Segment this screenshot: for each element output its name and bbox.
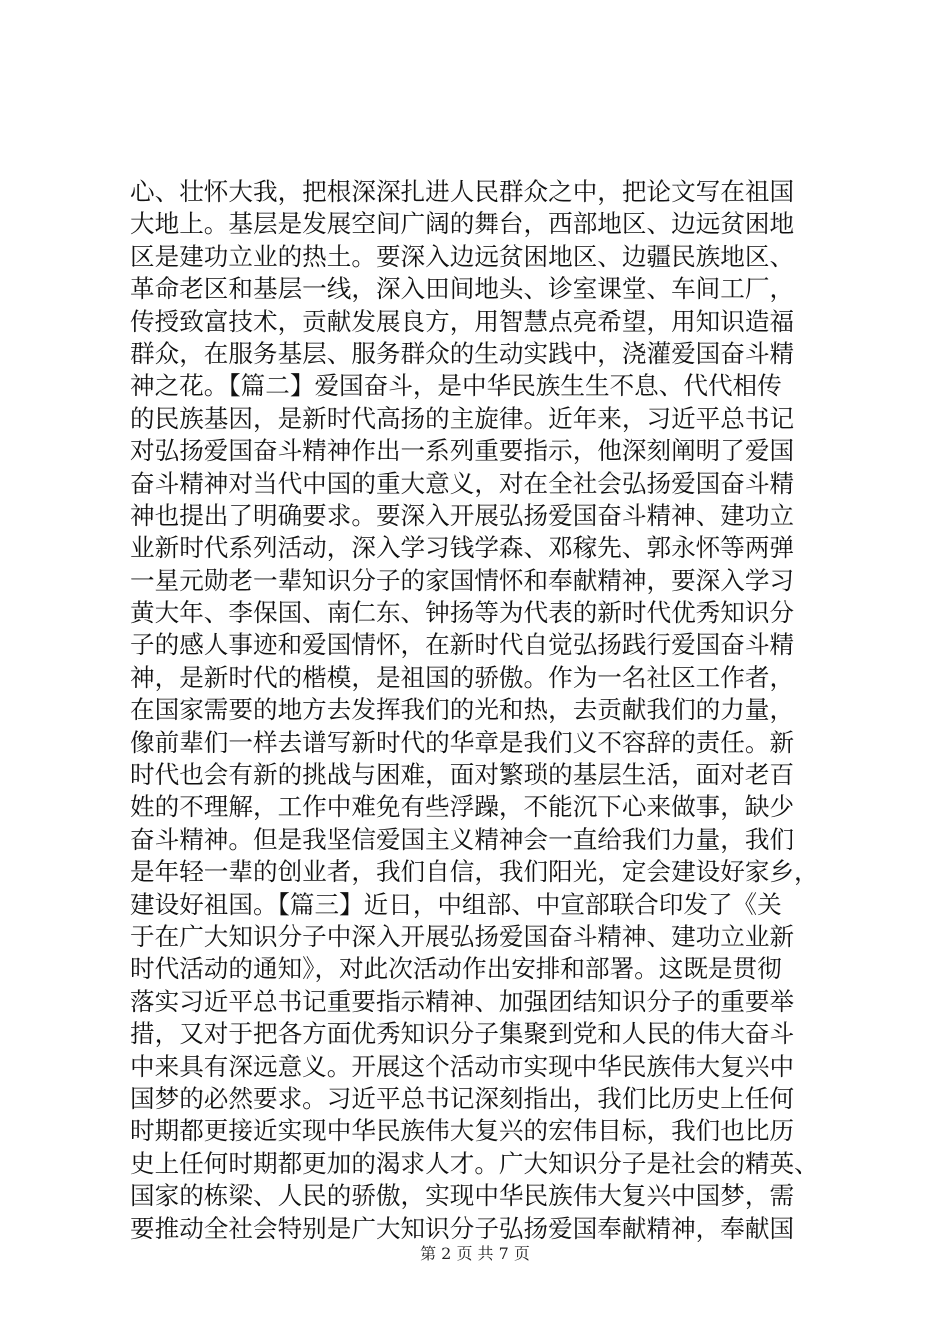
text-line: 区是建功立业的热土。要深入边远贫困地区、边疆民族地区、 (130, 241, 795, 271)
text-line: 神也提出了明确要求。要深入开展弘扬爱国奋斗精神、建功立 (130, 500, 795, 530)
text-line: 神之花。【篇二】爱国奋斗，是中华民族生生不息、代代相传 (130, 371, 782, 401)
text-line: 对弘扬爱国奋斗精神作出一系列重要指示，他深刻阐明了爱国 (130, 436, 795, 466)
text-line: 国梦的必然要求。习近平总书记深刻指出，我们比历史上任何 (130, 1083, 795, 1113)
text-line: 要推动全社会特别是广大知识分子弘扬爱国奉献精神，奉献国 (130, 1213, 795, 1243)
text-line: 像前辈们一样去谱写新时代的华章是我们义不容辞的责任。新 (130, 727, 795, 757)
text-line: 中来具有深远意义。开展这个活动市实现中华民族伟大复兴中 (130, 1051, 795, 1081)
text-line: 神，是新时代的楷模，是祖国的骄傲。作为一名社区工作者， (130, 662, 795, 692)
text-line: 国家的栋梁、人民的骄傲，实现中华民族伟大复兴中国梦，需 (130, 1181, 795, 1211)
text-line: 奋斗精神对当代中国的重大意义，对在全社会弘扬爱国奋斗精 (130, 468, 795, 498)
text-line: 心、壮怀大我，把根深深扎进人民群众之中，把论文写在祖国 (130, 177, 795, 206)
text-line: 黄大年、李保国、南仁东、钟扬等为代表的新时代优秀知识分 (130, 598, 795, 628)
text-line: 子的感人事迹和爱国情怀，在新时代自觉弘扬践行爱国奋斗精 (130, 630, 795, 660)
body-text (130, 176, 830, 1245)
text-line: 的民族基因，是新时代高扬的主旋律。近年来，习近平总书记 (130, 403, 795, 433)
text-line: 传授致富技术，贡献发展良方，用智慧点亮希望，用知识造福 (130, 306, 795, 336)
text-line: 于在广大知识分子中深入开展弘扬爱国奋斗精神、建功立业新 (130, 921, 795, 951)
text-line: 落实习近平总书记重要指示精神、加强团结知识分子的重要举 (130, 986, 795, 1016)
text-line: 在国家需要的地方去发挥我们的光和热，去贡献我们的力量， (130, 695, 795, 725)
text-line: 时代也会有新的挑战与困难，面对繁琐的基层生活，面对老百 (130, 760, 795, 790)
text-line: 时代活动的通知》，对此次活动作出安排和部署。这既是贯彻 (130, 954, 782, 984)
text-line: 群众，在服务基层、服务群众的生动实践中，浇灌爱国奋斗精 (130, 338, 795, 368)
text-line: 史上任何时期都更加的渴求人才。广大知识分子是社会的精英、 (130, 1148, 819, 1178)
text-line: 姓的不理解，工作中难免有些浮躁，不能沉下心来做事，缺少 (130, 792, 795, 822)
page-footer: 第 2 页 共 7 页 (420, 1244, 530, 1263)
text-line: 措，又对于把各方面优秀知识分子集聚到党和人民的伟大奋斗 (130, 1019, 795, 1049)
text-line: 时期都更接近实现中华民族伟大复兴的宏伟目标，我们也比历 (130, 1116, 795, 1146)
text-line: 是年轻一辈的创业者，我们自信，我们阳光，定会建设好家乡， (130, 857, 819, 887)
text-line: 业新时代系列活动，深入学习钱学森、邓稼先、郭永怀等两弹 (130, 533, 795, 563)
text-line: 大地上。基层是发展空间广阔的舞台，西部地区、边远贫困地 (130, 209, 795, 239)
text-line: 一星元勋老一辈知识分子的家国情怀和奉献精神，要深入学习 (130, 565, 795, 595)
text-line: 奋斗精神。但是我坚信爱国主义精神会一直给我们力量，我们 (130, 824, 795, 854)
text-line: 建设好祖国。【篇三】近日，中组部、中宣部联合印发了《关 (130, 889, 782, 919)
text-line: 革命老区和基层一线，深入田间地头、诊室课堂、车间工厂， (130, 274, 795, 304)
